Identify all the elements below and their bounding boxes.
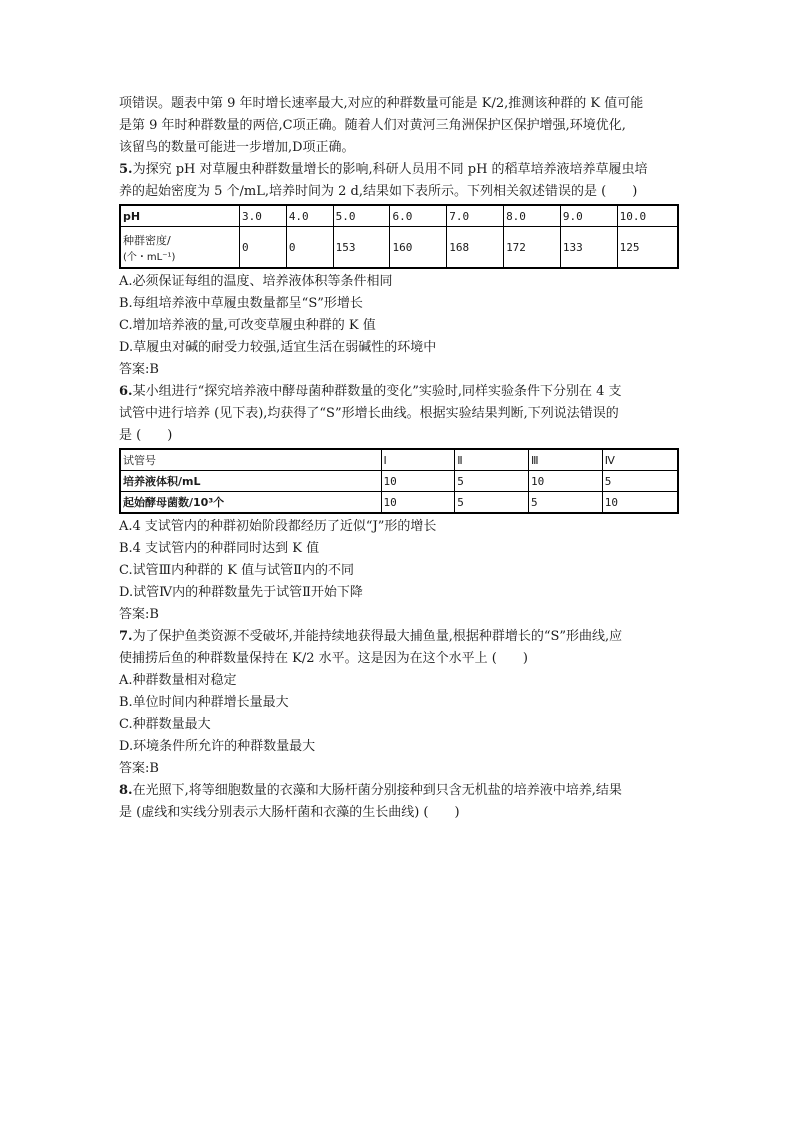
table-cell: 133: [560, 227, 617, 269]
table-cell: Ⅱ: [455, 449, 529, 471]
option-a: A.4 支试管内的种群初始阶段都经历了近似“J”形的增长: [119, 519, 437, 534]
question-number: 8.: [119, 783, 133, 798]
table-cell: 5: [455, 471, 529, 492]
intro-line: 是第 9 年时种群数量的两倍,C项正确。随着人们对黄河三角洲保护区保护增强,环境优化,: [119, 118, 626, 133]
table-cell: 5.0: [333, 205, 390, 227]
ph-density-table: [119, 204, 679, 269]
table-cell: 试管号: [120, 449, 381, 471]
table-cell: 172: [504, 227, 561, 269]
table-cell: 5: [602, 471, 678, 492]
question-5-stem-cont: 养的起始密度为 5 个/mL,培养时间为 2 d,结果如下表所示。下列相关叙述错误的是 ( ): [119, 184, 638, 199]
question-number: 7.: [119, 629, 133, 644]
question-7-stem: [119, 626, 679, 648]
table-cell: 168: [447, 227, 504, 269]
option-d: D.草履虫对碱的耐受力较强,适宜生活在弱碱性的环境中: [119, 340, 437, 355]
table-cell: 10: [381, 471, 455, 492]
table-cell: 9.0: [560, 205, 617, 227]
question-8-stem: [119, 780, 679, 802]
table-cell: 10: [528, 471, 602, 492]
table-cell: 0: [286, 227, 333, 269]
table-cell: 3.0: [239, 205, 286, 227]
option-d: D.环境条件所允许的种群数量最大: [119, 739, 316, 754]
table-cell: [120, 227, 239, 269]
table-cell: 10: [602, 492, 678, 514]
question-6-stem: [119, 381, 679, 403]
table-cell: 起始酵母菌数/10³个: [120, 492, 381, 514]
table-row: [120, 449, 678, 471]
option-b: B.每组培养液中草履虫数量都呈“S”形增长: [119, 296, 363, 311]
question-8-stem-cont: 是 (虚线和实线分别表示大肠杆菌和衣藻的生长曲线) ( ): [119, 805, 460, 820]
option-c: C.增加培养液的量,可改变草履虫种群的 K 值: [119, 318, 376, 333]
question-number: 5.: [119, 162, 133, 177]
row-label-line: 种群密度/: [123, 233, 171, 247]
table-cell: 5: [455, 492, 529, 514]
answer: 答案:B: [119, 761, 159, 776]
table-cell: pH: [120, 205, 239, 227]
table-cell: 5: [528, 492, 602, 514]
option-b: B.单位时间内种群增长量最大: [119, 695, 289, 710]
table-cell: Ⅳ: [602, 449, 678, 471]
row-label-unit: (个・mL⁻¹): [123, 251, 176, 263]
question-5-stem: [119, 159, 679, 181]
answer: 答案:B: [119, 362, 159, 377]
table-cell: 8.0: [504, 205, 561, 227]
option-b: B.4 支试管内的种群同时达到 K 值: [119, 541, 320, 556]
document-page: [119, 93, 679, 824]
yeast-tube-table: [119, 448, 679, 514]
table-cell: 125: [617, 227, 678, 269]
question-text: 某小组进行“探究培养液中酵母菌种群数量的变化”实验时,同样实验条件下分别在 4 支: [132, 384, 622, 399]
intro-line: 项错误。题表中第 9 年时增长速率最大,对应的种群数量可能是 K/2,推测该种群的 K 值可能: [119, 96, 644, 111]
intro-line: 该留鸟的数量可能进一步增加,D项正确。: [119, 140, 355, 155]
table-row: [120, 492, 678, 514]
table-cell: 10: [381, 492, 455, 514]
table-cell: 4.0: [286, 205, 333, 227]
table-cell: 7.0: [447, 205, 504, 227]
table-cell: 153: [333, 227, 390, 269]
question-6-stem-cont: 试管中进行培养 (见下表),均获得了“S”形增长曲线。根据实验结果判断,下列说法错误的: [119, 406, 619, 421]
question-number: 6.: [119, 384, 133, 399]
question-text: 为了保护鱼类资源不受破坏,并能持续地获得最大捕鱼量,根据种群增长的“S”形曲线,应: [132, 629, 623, 644]
option-a: A.必须保证每组的温度、培养液体积等条件相同: [119, 274, 393, 289]
option-c: C.种群数量最大: [119, 717, 211, 732]
table-cell: 6.0: [390, 205, 447, 227]
option-d: D.试管Ⅳ内的种群数量先于试管Ⅱ开始下降: [119, 585, 363, 600]
table-row: [120, 471, 678, 492]
table-cell: 10.0: [617, 205, 678, 227]
question-6-stem-cont: 是 ( ): [119, 428, 173, 443]
table-row: [120, 205, 678, 227]
answer: 答案:B: [119, 607, 159, 622]
question-text: 在光照下,将等细胞数量的衣藻和大肠杆菌分别接种到只含无机盐的培养液中培养,结果: [132, 783, 622, 798]
table-cell: 160: [390, 227, 447, 269]
option-a: A.种群数量相对稳定: [119, 673, 237, 688]
question-7-stem-cont: 使捕捞后鱼的种群数量保持在 K/2 水平。这是因为在这个水平上 ( ): [119, 651, 528, 666]
table-cell: Ⅰ: [381, 449, 455, 471]
table-cell: 培养液体积/mL: [120, 471, 381, 492]
question-text: 为探究 pH 对草履虫种群数量增长的影响,科研人员用不同 pH 的稻草培养液培养草履虫培: [132, 162, 648, 177]
table-cell: 0: [239, 227, 286, 269]
option-c: C.试管Ⅲ内种群的 K 值与试管Ⅱ内的不同: [119, 563, 354, 578]
table-row: [120, 227, 678, 269]
table-cell: Ⅲ: [528, 449, 602, 471]
